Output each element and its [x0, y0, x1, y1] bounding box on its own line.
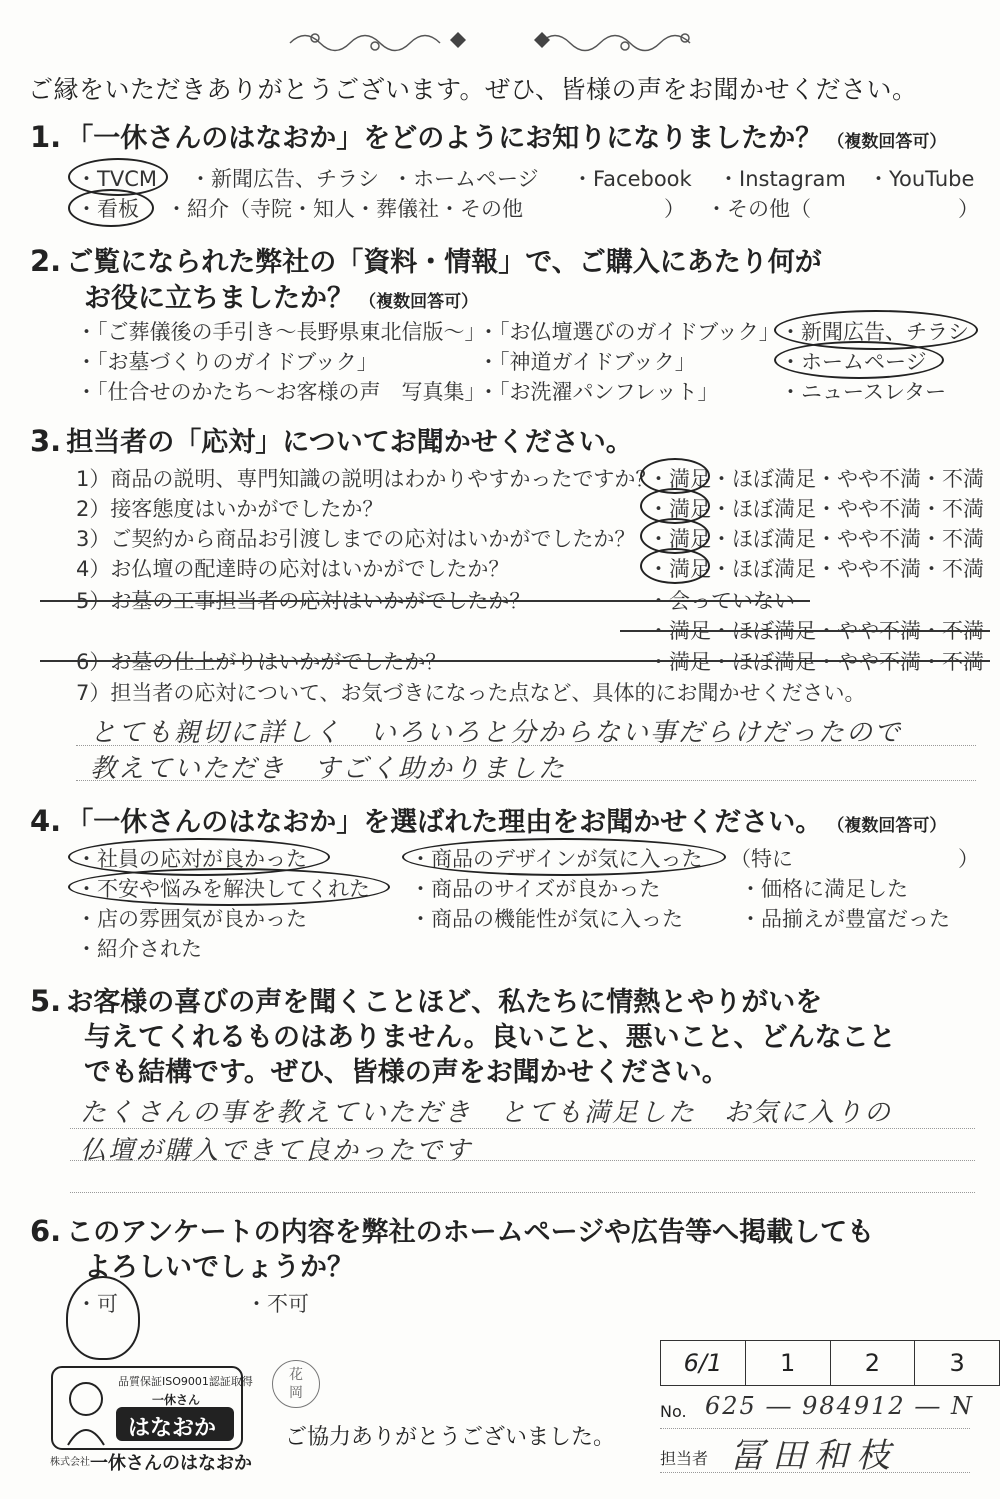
q5-heading: [30, 980, 822, 1019]
answer-circle: [774, 341, 944, 379]
date-cell: 1: [745, 1341, 830, 1386]
q4-option-referred[interactable]: ・紹介された: [76, 937, 202, 961]
q3-scale-3[interactable]: ・満足・ほぼ満足・やや不満・不満: [648, 527, 984, 551]
strike-line: [40, 660, 990, 662]
q1-text: 「一休さんのはなおか」をどのようにお知りになりましたか？: [66, 123, 823, 154]
strike-line: [40, 600, 810, 602]
answer-line: [70, 1192, 975, 1193]
q3-item-4: 4）お仏壇の配達時の応対はいかがでしたか？: [76, 557, 510, 581]
q4-option-size[interactable]: ・商品のサイズが良かった: [410, 877, 661, 901]
q2-option-laundry-pamphlet[interactable]: ・「お洗濯パンフレット」: [478, 380, 719, 404]
q3-scale-2[interactable]: ・満足・ほぼ満足・やや不満・不満: [648, 497, 984, 521]
q6-text-line2: よろしいでしょうか？: [84, 1252, 354, 1283]
q3-number: 3.: [30, 424, 62, 458]
intro-text: ご縁をいただきありがとうございます。ぜひ、皆様の声をお聞かせください。: [28, 75, 918, 104]
q5-handwritten-line2: 仏壇が購入できて良かったです: [80, 1136, 473, 1166]
q2-option-newspaper[interactable]: ・新聞広告、チラシ: [780, 320, 969, 344]
answer-line: [76, 780, 976, 781]
q3-scale-4[interactable]: ・満足・ほぼ満足・やや不満・不満: [648, 557, 984, 581]
answer-circle: [66, 1276, 140, 1360]
q1-option-referral[interactable]: ・紹介（寺院・知人・葬儀社・その他: [166, 197, 523, 221]
q3-handwritten-line2: 教えていただき すごく助かりました: [90, 754, 567, 784]
q5-text-line3: でも結構です。ぜひ、皆様の声をお聞かせください。: [84, 1057, 729, 1088]
q3-scale-1[interactable]: ・満足・ほぼ満足・やや不満・不満: [648, 467, 984, 491]
q4-option-variety[interactable]: ・品揃えが豊富だった: [740, 907, 950, 931]
header-ornament: [280, 18, 720, 58]
answer-circle: [68, 868, 390, 906]
company-prefix: 株式会社: [50, 1457, 90, 1468]
q5-text-line1: お客様の喜びの声を聞くことほど、私たちに情熱とやりがいを: [66, 987, 823, 1018]
q5-number: 5.: [30, 984, 62, 1018]
q4-especially-open: （特に: [730, 847, 793, 871]
q1-other-close: ）: [958, 197, 979, 221]
date-cell: 2: [830, 1341, 915, 1386]
q1-option-youtube[interactable]: ・YouTube: [868, 167, 975, 191]
q2-option-shinto-guide[interactable]: ・「神道ガイドブック」: [478, 350, 696, 374]
q1-number: 1.: [30, 120, 62, 154]
q2-option-homepage[interactable]: ・ホームページ: [780, 350, 927, 374]
q6-option-no[interactable]: ・不可: [246, 1292, 309, 1316]
date-cell: 3: [915, 1341, 1000, 1386]
q4-number: 4.: [30, 804, 62, 838]
q1-option-newspaper[interactable]: ・新聞広告、チラシ: [190, 167, 379, 191]
q4-option-staff[interactable]: ・社員の応対が良かった: [76, 847, 307, 871]
staff-name: 冨田和枝: [730, 1436, 898, 1476]
receipt-no-value: 625 ― 984912 ― N: [705, 1392, 974, 1420]
q2-option-newsletter[interactable]: ・ニュースレター: [780, 380, 947, 404]
stamp-text: 花岡: [289, 1367, 303, 1401]
staff-label: 担当者: [660, 1449, 709, 1468]
q4-text: 「一休さんのはなおか」を選ばれた理由をお聞かせください。: [66, 807, 823, 838]
q2-option-butsudan-guide[interactable]: ・「お仏壇選びのガイドブック」: [478, 320, 780, 344]
answer-line: [70, 1128, 975, 1129]
q3-not-met[interactable]: ・会っていない: [648, 589, 795, 613]
q4-heading: [30, 800, 946, 839]
q1-option-homepage[interactable]: ・ホームページ: [392, 167, 539, 191]
q1-referral-close: ）: [664, 197, 685, 221]
strike-line: [620, 630, 990, 632]
company-name: 一休さんのはなおか: [90, 1453, 252, 1474]
q6-option-yes[interactable]: ・可: [76, 1292, 118, 1316]
hanaoka-stamp: [272, 1360, 320, 1408]
logo-sub-text: 一休さん: [152, 1393, 201, 1407]
q6-text-line1: このアンケートの内容を弊社のホームページや広告等へ掲載しても: [66, 1217, 875, 1248]
answer-line: [76, 745, 976, 746]
q1-note: （複数回答可）: [827, 132, 947, 152]
q4-option-price[interactable]: ・価格に満足した: [740, 877, 908, 901]
logo-main-text: はなおか: [128, 1416, 217, 1441]
q1-option-instagram[interactable]: ・Instagram: [718, 167, 846, 191]
q3-scale-5[interactable]: ・満足・ほぼ満足・やや不満・不満: [648, 619, 984, 643]
q3-heading: [30, 420, 633, 459]
q2-option-photo-book[interactable]: ・「仕合せのかたち～お客様の声 写真集」: [76, 380, 486, 404]
q3-item-6: 6）お墓の仕上がりはいかがでしたか？: [76, 650, 447, 674]
q5-text-line2: 与えてくれるものはありません。良いこと、悪いこと、どんなこと: [84, 1022, 896, 1053]
q6-heading: [30, 1210, 874, 1249]
q4-option-function[interactable]: ・商品の機能性が気に入った: [410, 907, 683, 931]
q3-text: 担当者の「応対」についてお聞かせください。: [66, 427, 633, 458]
q2-note: （複数回答可）: [359, 292, 479, 312]
q3-item-3: 3）ご契約から商品お引渡しまでの応対はいかがでしたか？: [76, 527, 636, 551]
q2-heading: [30, 240, 822, 279]
q3-item-7: 7）担当者の応対について、お気づきになった点など、具体的にお聞かせください。: [76, 681, 866, 705]
answer-line: [70, 1160, 975, 1161]
q1-option-other[interactable]: ・その他（: [706, 197, 811, 221]
answer-line: [660, 1472, 970, 1473]
thanks-text: ご協力ありがとうございました。: [285, 1425, 616, 1450]
q4-note: （複数回答可）: [827, 816, 947, 836]
q2-text-line2: お役に立ちましたか？: [84, 283, 354, 314]
q1-option-tvcm[interactable]: ・TVCM: [76, 167, 157, 191]
q3-scale-6[interactable]: ・満足・ほぼ満足・やや不満・不満: [648, 650, 984, 674]
q4-option-design[interactable]: ・商品のデザインが気に入った: [410, 847, 703, 871]
q2-option-grave-guide[interactable]: ・「お墓づくりのガイドブック」: [76, 350, 378, 374]
q1-option-facebook[interactable]: ・Facebook: [572, 167, 692, 191]
q3-item-5: 5）お墓の工事担当者の応対はいかがでしたか？: [76, 589, 531, 613]
q3-item-1: 1）商品の説明、専門知識の説明はわかりやすかったですか？: [76, 467, 657, 491]
receipt-no-label: No.: [660, 1402, 687, 1421]
date-stamp-table: [660, 1340, 1000, 1386]
q2-heading-line2: [84, 276, 478, 315]
q2-option-funeral-guide[interactable]: ・「ご葬儀後の手引き～長野県東北信版～」: [76, 320, 486, 344]
logo-iso-text: 品質保証ISO9001認証取得: [118, 1375, 253, 1388]
company-logo: [50, 1365, 253, 1475]
q6-number: 6.: [30, 1214, 62, 1248]
q4-option-solved[interactable]: ・不安や悩みを解決してくれた: [76, 877, 370, 901]
q4-option-atmosphere[interactable]: ・店の雰囲気が良かった: [76, 907, 307, 931]
answer-circle: [402, 838, 726, 876]
q1-heading: [30, 116, 946, 155]
answer-circle: [640, 548, 710, 584]
answer-circle: [68, 189, 154, 227]
q1-option-signboard[interactable]: ・看板: [76, 197, 139, 221]
q2-number: 2.: [30, 244, 62, 278]
q2-text-line1: ご覧になられた弊社の「資料・情報」で、ご購入にあたり何が: [66, 247, 822, 278]
q4-especially-close: ）: [958, 847, 979, 871]
q3-item-2: 2）接客態度はいかがでしたか？: [76, 497, 384, 521]
date-cell: 6/1: [661, 1341, 746, 1386]
q5-handwritten-line1: たくさんの事を教えていただき とても満足した お気に入りの: [80, 1098, 893, 1128]
q3-handwritten-line1: とても親切に詳しく いろいろと分からない事だらけだったので: [90, 718, 903, 748]
